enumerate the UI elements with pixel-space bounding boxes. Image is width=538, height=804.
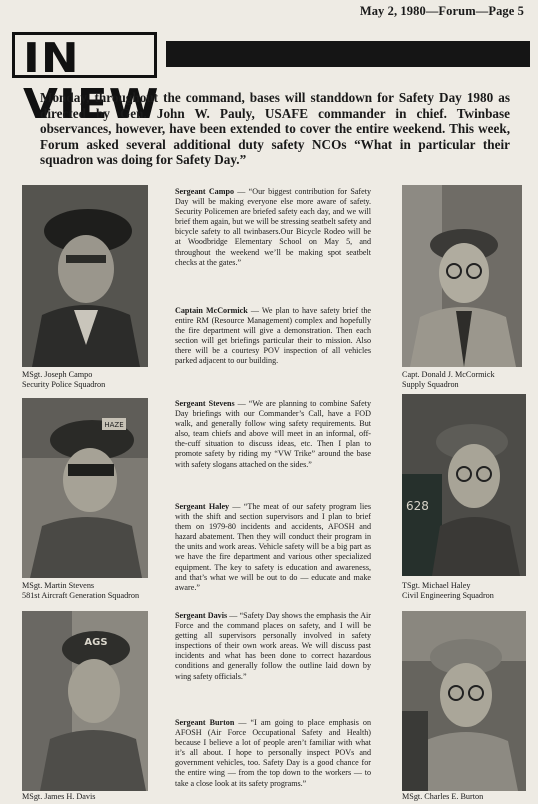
caption-name: MSgt. Charles E. Burton	[402, 792, 484, 801]
caption-name: MSgt. James H. Davis	[22, 792, 96, 801]
caption-unit: 581st Aircraft Generation Squadron	[22, 591, 140, 600]
cap-text: AGS	[84, 637, 108, 648]
masthead-bar	[166, 41, 530, 67]
quote-text: — “Safety Day shows the emphasis the Air Force and the command places on safety, and I will be getting all supervisors personally involved in safety inspections of their own work areas. We will discuss past incidents and what has been done to correct hazardous conditions and generally follow the outline laid down by wing safety officials.”	[175, 611, 371, 681]
caption-unit: Civil Engineering Squadron	[402, 591, 494, 600]
intro-paragraph: Monday, throughout the command, bases will standdown for Safety Day 1980 as directed by Gen. John W. Pauly, USAFE commander in chief. Twinbase observances, however, have been extended to cover the entire weekend. This week, Forum asked several additional duty safety NCOs “What in particular their squadron was doing for Safety Day.”	[40, 90, 510, 168]
photo-burton	[402, 611, 526, 791]
speaker-name: Sergeant Haley	[175, 502, 230, 511]
speaker-name: Sergeant Davis	[175, 611, 228, 620]
quote-text: — “The meat of our safety program lies with the shift and section supervisors and I plan to brief them on 1979-80 incidents and accidents, AFOSH and hazard abatement. Then they will conduct their program in the units and work areas. Vehicle safety will be a big part as we have the fire department and various other specialized equipment. The key to safety is education and awareness, and that’s what we will be out to do — educate and make aware.”	[175, 502, 372, 592]
photo-mccormick	[402, 185, 522, 367]
quote-burton	[175, 718, 371, 789]
speaker-name: Sergeant Burton	[175, 718, 235, 727]
caption-unit: Security Police Squadron	[22, 380, 106, 389]
caption-stevens	[22, 581, 182, 601]
caption-burton	[402, 792, 532, 802]
speaker-name: Sergeant Stevens	[175, 399, 235, 408]
masthead	[12, 32, 530, 128]
photo-campo	[22, 185, 148, 367]
caption-name: MSgt. Martin Stevens	[22, 581, 95, 590]
caption-name: MSgt. Joseph Campo	[22, 370, 93, 379]
quote-davis	[175, 611, 371, 682]
quote-mccormick	[175, 306, 371, 367]
photo-stevens	[22, 398, 148, 578]
quote-haley	[175, 502, 371, 593]
caption-haley	[402, 581, 532, 601]
quote-text: — “I am going to place emphasis on AFOSH (Air Force Occupational Safety and Health) because I believe a lot of people aren’t familiar with what it’s all about. I hope to personally inspect POVs and government vehicles, too. Safety Day is a good chance for the entire wing — from the top down to the workers — to take a close look at its safety programs.”	[175, 718, 372, 788]
quote-text: — “Our biggest contribution for Safety Day will be making everyone else more aware of safety. Security Policemen are briefed safety each day, and we will brief them again, but we will be stressing seatbelt safety and bicycle safety to all twinbasers.Our Bicycle Rodeo will be at Woodbridge Elementary School on May 5, and throughout the weekend we’ll be making spot seatbelt checks at the gates.”	[175, 187, 371, 267]
caption-campo	[22, 370, 162, 390]
logo-text: IN VIEW	[23, 34, 160, 128]
photo-davis	[22, 611, 148, 791]
quote-stevens	[175, 399, 371, 470]
caption-mccormick	[402, 370, 532, 390]
page-dateline: May 2, 1980—Forum—Page 5	[359, 4, 524, 18]
badge-text: HAZE	[104, 421, 124, 429]
in-view-logo	[12, 32, 160, 128]
caption-davis	[22, 792, 162, 802]
caption-unit: Supply Squadron	[402, 380, 459, 389]
quote-campo	[175, 187, 371, 268]
speaker-name: Sergeant Campo	[175, 187, 235, 196]
quote-text: — We plan to have safety brief the entire RM (Resource Management) complex and hopefully the fire department will give a demonstration. Then each section will get briefings particular their to mission. Also there will be a courtesy POV inspection of all vehicles parked adjacent to our building.	[175, 306, 371, 366]
caption-name: TSgt. Michael Haley	[402, 581, 471, 590]
speaker-name: Captain McCormick	[175, 306, 248, 315]
quote-text: — “We are planning to combine Safety Day briefings with our Commander’s Call, have a FOD walk, and generally follow wing safety requirements. But also, team chiefs and above will meet in an informal, off-the-cuff situation to discuss ideas, etc. Then I plan to promote safety by riding my “VW Trike” around the base with safety slogans attached on the sides.”	[175, 399, 371, 469]
caption-name: Capt. Donald J. McCormick	[402, 370, 495, 379]
photo-haley	[402, 394, 526, 576]
vehicle-number: 628	[406, 499, 429, 513]
